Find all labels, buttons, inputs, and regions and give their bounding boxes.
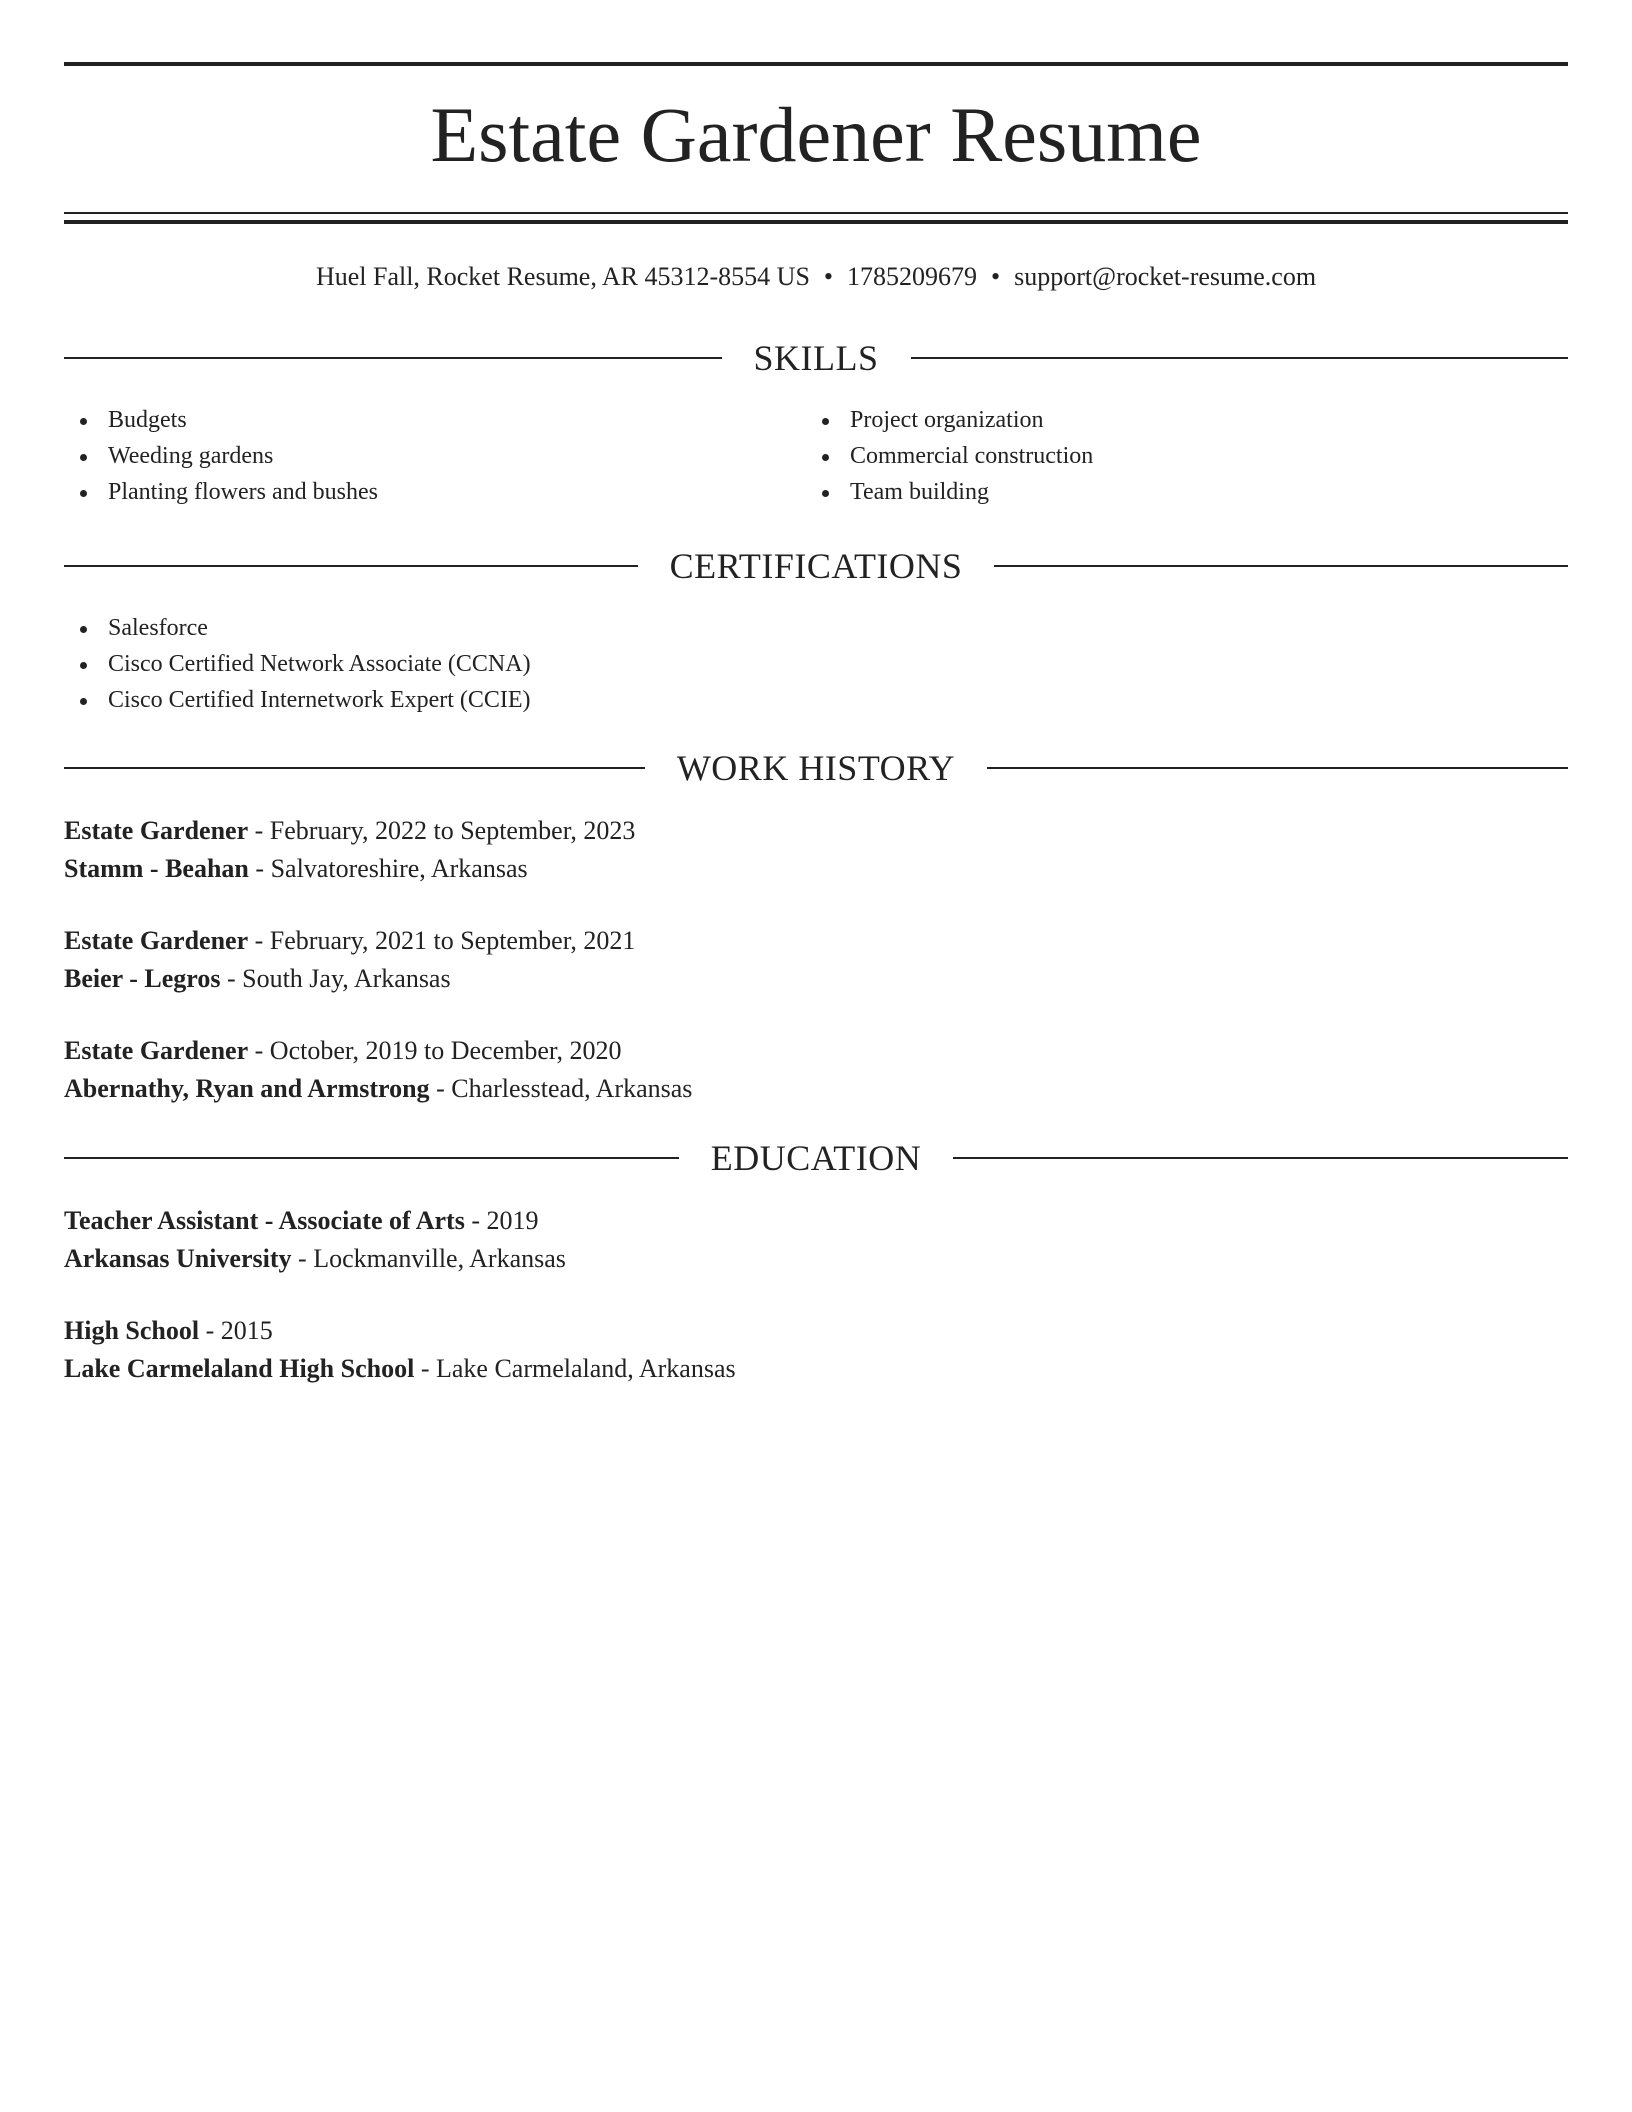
- company-name: Abernathy, Ryan and Armstrong: [64, 1074, 430, 1103]
- resume-page: [64, 62, 1568, 1388]
- skills-column-left: [64, 402, 806, 510]
- skill-item: Team building: [806, 474, 1548, 510]
- work-entry-company-row: Abernathy, Ryan and Armstrong - Charlesstead, Arkansas: [64, 1074, 693, 1103]
- job-title: Estate Gardener: [64, 926, 249, 955]
- section-rule: [64, 767, 645, 769]
- work-entry: [64, 1032, 1568, 1108]
- degree-name: Teacher Assistant - Associate of Arts: [64, 1206, 465, 1235]
- section-rule: [994, 565, 1568, 567]
- title-double-rule: [64, 212, 1568, 224]
- skills-list: [64, 402, 1568, 510]
- skill-item: Weeding gardens: [64, 438, 806, 474]
- skill-item: Project organization: [806, 402, 1548, 438]
- education-school-row: Arkansas University - Lockmanville, Arkansas: [64, 1244, 566, 1273]
- skills-heading: SKILLS: [753, 338, 879, 378]
- contact-separator: •: [823, 262, 834, 291]
- skills-column-right: [806, 402, 1548, 510]
- contact-phone: 1785209679: [847, 262, 978, 291]
- job-dates: February, 2022 to September, 2023: [269, 816, 636, 845]
- school-name: Arkansas University: [64, 1244, 292, 1273]
- education-entry: [64, 1312, 1568, 1388]
- work-entry: [64, 812, 1568, 888]
- section-rule: [64, 1157, 679, 1159]
- education-heading: EDUCATION: [710, 1138, 922, 1178]
- section-rule: [64, 565, 638, 567]
- education-entry: [64, 1202, 1568, 1278]
- company-location: Salvatoreshire, Arkansas: [270, 854, 528, 883]
- skill-item: Commercial construction: [806, 438, 1548, 474]
- skills-section-header: [64, 338, 1568, 378]
- graduation-year: 2019: [486, 1206, 539, 1235]
- certifications-section-header: [64, 546, 1568, 586]
- education-school-row: Lake Carmelaland High School - Lake Carmelaland, Arkansas: [64, 1354, 736, 1383]
- education-section-header: [64, 1138, 1568, 1178]
- work-entry-title-row: Estate Gardener - February, 2021 to September, 2021: [64, 926, 636, 955]
- company-location: Charlesstead, Arkansas: [451, 1074, 693, 1103]
- contact-separator: •: [991, 262, 1001, 291]
- work-entry: [64, 922, 1568, 998]
- work-history-section-header: [64, 748, 1568, 788]
- job-title: Estate Gardener: [64, 1036, 249, 1065]
- skill-item: Planting flowers and bushes: [64, 474, 806, 510]
- certification-item: Salesforce: [64, 610, 1568, 646]
- section-rule: [987, 767, 1568, 769]
- resume-title: Estate Gardener Resume: [430, 91, 1202, 178]
- section-rule: [953, 1157, 1568, 1159]
- certification-item: Cisco Certified Internetwork Expert (CCIE): [64, 682, 1568, 718]
- education-list: [64, 1202, 1568, 1388]
- education-degree-row: Teacher Assistant - Associate of Arts - 2019: [64, 1206, 539, 1235]
- contact-email: support@rocket-resume.com: [1014, 262, 1317, 291]
- contact-line: [64, 264, 1568, 294]
- school-location: Lake Carmelaland, Arkansas: [436, 1354, 736, 1383]
- certifications-list: [64, 610, 1568, 718]
- school-location: Lockmanville, Arkansas: [313, 1244, 566, 1273]
- job-title: Estate Gardener: [64, 816, 249, 845]
- work-entry-company-row: Beier - Legros - South Jay, Arkansas: [64, 964, 451, 993]
- company-location: South Jay, Arkansas: [242, 964, 451, 993]
- work-entry-company-row: Stamm - Beahan - Salvatoreshire, Arkansas: [64, 854, 528, 883]
- work-entry-title-row: Estate Gardener - October, 2019 to December, 2020: [64, 1036, 622, 1065]
- graduation-year: 2015: [220, 1316, 273, 1345]
- work-entry-title-row: Estate Gardener - February, 2022 to September, 2023: [64, 816, 636, 845]
- contact-address: Huel Fall, Rocket Resume, AR 45312-8554 US: [315, 262, 810, 291]
- work-history-heading: WORK HISTORY: [676, 748, 956, 788]
- education-degree-row: High School - 2015: [64, 1316, 273, 1345]
- job-dates: February, 2021 to September, 2021: [269, 926, 636, 955]
- degree-name: High School: [64, 1316, 200, 1345]
- certifications-heading: CERTIFICATIONS: [669, 546, 963, 586]
- school-name: Lake Carmelaland High School: [64, 1354, 415, 1383]
- section-rule: [911, 357, 1569, 359]
- company-name: Stamm - Beahan: [64, 854, 249, 883]
- work-history-list: [64, 812, 1568, 1108]
- skill-item: Budgets: [64, 402, 806, 438]
- section-rule: [64, 357, 722, 359]
- company-name: Beier - Legros: [64, 964, 221, 993]
- job-dates: October, 2019 to December, 2020: [269, 1036, 622, 1065]
- certification-item: Cisco Certified Network Associate (CCNA): [64, 646, 1568, 682]
